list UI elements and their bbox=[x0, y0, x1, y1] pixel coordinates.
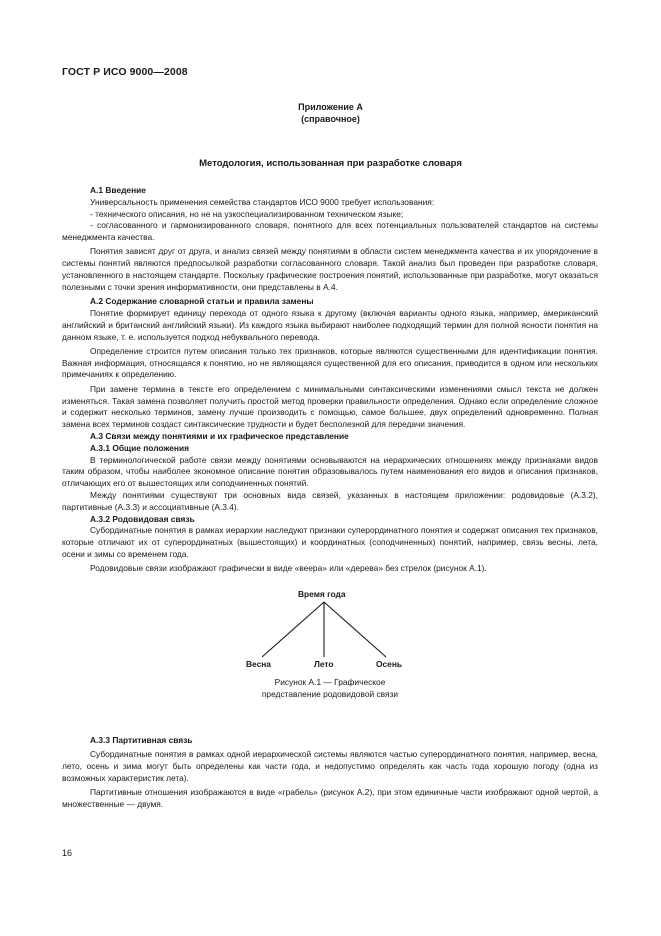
tree-child-label: Весна bbox=[246, 659, 271, 669]
section-heading-a2: А.2 Содержание словарной статьи и правила замены bbox=[90, 296, 314, 307]
appendix-label: Приложение А bbox=[298, 102, 363, 112]
tree-child-label: Осень bbox=[376, 659, 403, 669]
tree-diagram bbox=[62, 579, 598, 731]
paragraph: В терминологической работе связи между понятиями основываются на иерархических отношениях между признаками видов таким образом, чтобы наиболее экономное описание понятия образовывалось путем наименования его видов и описания признаков, отличающих его от вышестоящих или соподчиненных понятий. bbox=[62, 454, 598, 489]
section-heading-a32: А.3.2 Родовидовая связь bbox=[90, 513, 195, 524]
tree-child-label: Лето bbox=[314, 659, 334, 669]
appendix-kind: (справочное) bbox=[301, 114, 360, 124]
paragraph: Понятие формирует единицу перехода от одного языка к другому (включая варианты одного языка, например, американский английский и британский английский языки). Из каждого языка выбирают наиболее подходящий термин для полной ясности понятия на данном языке, т. е. используется подход небуквального перевода. bbox=[62, 307, 598, 342]
paragraph: Субординатные понятия в рамках одной иерархической системы являются частью суперординатного понятия, например, весна, лето, осень и зима могут быть определены как части года, и недопустимо определять как часть года хорошую погоду (одна из возможных характеристик лета). bbox=[62, 749, 598, 783]
section-heading-a31: А.3.1 Общие положения bbox=[90, 442, 189, 453]
paragraph: Понятия зависят друг от друга, и анализ связей между понятиями в области систем менеджмента качества и их упорядочение в системы понятий являются предпосылкой разработки согласованного словаря. Такой анализ был проведен при разработке словаря, установленного в настоящем стандарте. Поскольку графические построения понятий, использованные при разработке, могут оказаться полезными с точки зрения информативности, они представлены в А.4. bbox=[62, 246, 598, 292]
paragraph: Между понятиями существуют три основных вида связей, указанных в настоящем приложении: родовидовые (А.3.2), партитивные (А.3.3) и ассоциативные (А.3.4). bbox=[62, 489, 598, 512]
paragraph: Партитивные отношения изображаются в виде «грабель» (рисунок А.2), при этом единичные части изображают одной чертой, а множественные — двумя. bbox=[62, 787, 598, 809]
paragraph: - согласованного и гармонизированного словаря, понятного для всех потенциальных пользователей стандартов на системы менеджмента качества. bbox=[62, 220, 598, 243]
figure-caption bbox=[62, 677, 598, 700]
paragraph: Универсальность применения семейства стандартов ИСО 9000 требует использования: bbox=[90, 196, 435, 207]
section-heading-a3: А.3 Связи между понятиями и их графическое представление bbox=[90, 430, 349, 441]
appendix-title: Методология, использованная при разработке словаря bbox=[199, 158, 462, 169]
document-body bbox=[62, 185, 598, 811]
paragraph: Родовидовые связи изображают графически в виде «веера» или «дерева» без стрелок (рисунок А.1). bbox=[90, 563, 487, 574]
standard-header: ГОСТ Р ИСО 9000—2008 bbox=[62, 66, 188, 78]
tree-branch-right bbox=[324, 602, 386, 657]
page-number: 16 bbox=[62, 848, 73, 858]
section-heading-a33: А.3.3 Партитивная связь bbox=[90, 735, 193, 745]
paragraph: Субординатные понятия в рамках иерархии наследуют признаки суперординатного понятия и содержат описания тех признаков, которые отличают их от суперординатных (вышестоящих) и координатных (соподчиненных) понятий, например, связь весны, лета, осени и зимы со временем года. bbox=[62, 525, 598, 559]
paragraph: - технического описания, но не на узкоспециализированном техническом языке; bbox=[90, 208, 404, 219]
figure-a1 bbox=[62, 579, 598, 731]
paragraph: Определение строится путем описания только тех признаков, которые являются существенными для идентификации понятия. Важная информация, относящаяся к понятию, но не являющаяся существенной для его описания, приводится в одном или нескольких примечаниях к определению. bbox=[62, 345, 598, 380]
section-heading-a1: А.1 Введение bbox=[90, 185, 146, 195]
figure-caption-text: Рисунок А.1 — Графическое представление родовидовой связи bbox=[261, 677, 399, 699]
tree-root-label: Время года bbox=[298, 589, 346, 599]
paragraph: При замене термина в тексте его определением с минимальными синтаксическими изменениями смысл текста не должен изменяться. Такая замена позволяет получить простой метод проверки правильности определения. Однако если определение сложное и содержит несколько терминов, замену лучше производить с помощью, самое большее, двух определений одновременно. Полная замена всех терминов создаст синтаксические трудности и будет бесполезной для передачи значения. bbox=[62, 383, 598, 430]
tree-branch-left bbox=[262, 602, 324, 657]
